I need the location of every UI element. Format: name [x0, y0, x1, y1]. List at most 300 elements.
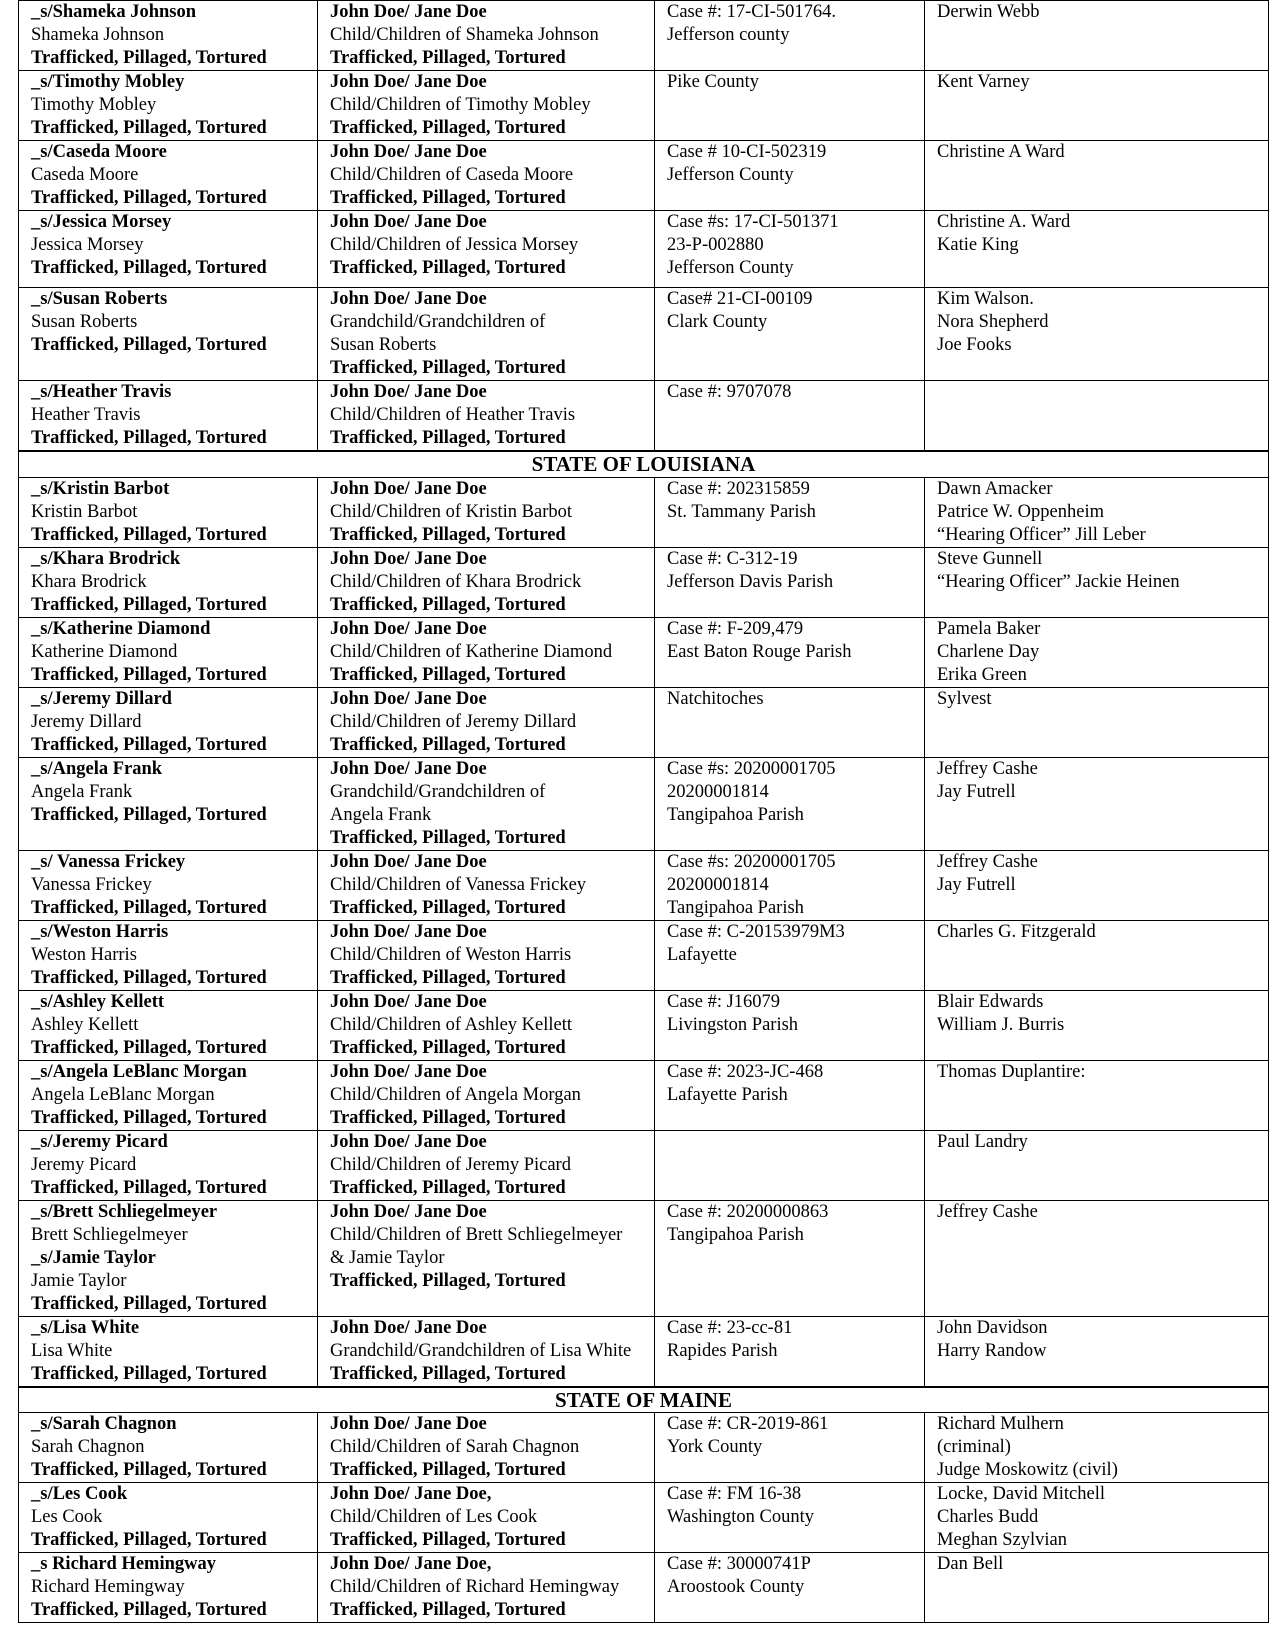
case-cell — [655, 71, 925, 141]
child-line: John Doe/ Jane Doe — [330, 1201, 487, 1222]
child-line: Child/Children of Les Cook — [330, 1507, 538, 1527]
official-cell — [925, 990, 1269, 1060]
signatory-cell — [19, 1060, 318, 1130]
case-cell — [655, 381, 925, 452]
official-line: Christine A Ward — [937, 142, 1065, 162]
official-line: Pamela Baker — [937, 618, 1041, 639]
signatory-line: _s/Heather Travis — [31, 382, 172, 402]
child-line: Trafficked, Pillaged, Tortured — [330, 1177, 566, 1198]
signatory-line: Timothy Mobley — [31, 95, 157, 115]
case-row — [19, 1316, 1269, 1387]
official-line: Jay Futrell — [937, 874, 1016, 895]
official-cell — [925, 381, 1269, 452]
case-row — [19, 141, 1269, 211]
case-line: Clark County — [667, 312, 768, 332]
child-line: John Doe/ Jane Doe — [330, 921, 487, 942]
signatory-cell — [19, 288, 318, 381]
signatory-cell — [19, 1200, 318, 1316]
case-table — [18, 0, 1269, 1623]
child-line: Trafficked, Pillaged, Tortured — [330, 664, 566, 685]
official-cell — [925, 1060, 1269, 1130]
case-row — [19, 1130, 1269, 1200]
official-cell — [925, 687, 1269, 757]
child-cell — [318, 1483, 655, 1553]
child-line: Child/Children of Caseda Moore — [330, 165, 574, 185]
case-line: 23-P-002880 — [667, 235, 764, 255]
signatory-cell — [19, 477, 318, 547]
case-row — [19, 288, 1269, 381]
case-row — [19, 687, 1269, 757]
child-line: Child/Children of Shameka Johnson — [330, 25, 599, 45]
case-cell — [655, 1060, 925, 1130]
signatory-line: Trafficked, Pillaged, Tortured — [31, 664, 267, 685]
state-heading: STATE OF LOUISIANA — [19, 451, 1269, 477]
official-line: “Hearing Officer” Jill Leber — [937, 524, 1146, 545]
official-line: Richard Mulhern — [937, 1414, 1064, 1434]
signatory-line: _s/Les Cook — [31, 1484, 128, 1504]
official-cell — [925, 1483, 1269, 1553]
case-cell — [655, 617, 925, 687]
official-cell — [925, 141, 1269, 211]
child-line: Child/Children of Katherine Diamond — [330, 641, 613, 662]
signatory-line: Trafficked, Pillaged, Tortured — [31, 524, 267, 545]
case-line: Lafayette Parish — [667, 1084, 788, 1105]
case-cell — [655, 1483, 925, 1553]
child-line: Grandchild/Grandchildren of — [330, 781, 546, 802]
case-line: Jefferson county — [667, 25, 790, 45]
case-cell — [655, 547, 925, 617]
case-cell — [655, 141, 925, 211]
case-row — [19, 547, 1269, 617]
child-line: Trafficked, Pillaged, Tortured — [330, 734, 566, 755]
case-cell — [655, 1316, 925, 1387]
case-row — [19, 920, 1269, 990]
child-line: Child/Children of Heather Travis — [330, 405, 576, 425]
child-line: Trafficked, Pillaged, Tortured — [330, 1037, 566, 1058]
child-cell — [318, 211, 655, 288]
signatory-line: _s/ Vanessa Frickey — [31, 851, 186, 872]
case-row — [19, 1553, 1269, 1623]
signatory-cell — [19, 1130, 318, 1200]
child-cell — [318, 850, 655, 920]
case-row — [19, 1483, 1269, 1553]
official-line: Charlene Day — [937, 641, 1040, 662]
signatory-line: Trafficked, Pillaged, Tortured — [31, 1530, 267, 1550]
official-line: Dan Bell — [937, 1554, 1004, 1574]
case-line: Case #s: 17-CI-501371 — [667, 212, 839, 232]
case-row — [19, 1413, 1269, 1483]
signatory-line: _s/Angela LeBlanc Morgan — [31, 1061, 247, 1082]
signatory-line: _s Richard Hemingway — [31, 1554, 216, 1574]
official-line: Jeffrey Cashe — [937, 758, 1038, 779]
case-cell — [655, 990, 925, 1060]
case-cell — [655, 1553, 925, 1623]
official-cell — [925, 1413, 1269, 1483]
child-line: John Doe/ Jane Doe, — [330, 1554, 492, 1574]
child-cell — [318, 71, 655, 141]
child-line: Child/Children of Vanessa Frickey — [330, 874, 587, 895]
signatory-line: Vanessa Frickey — [31, 874, 152, 895]
child-cell — [318, 687, 655, 757]
signatory-line: Trafficked, Pillaged, Tortured — [31, 48, 267, 68]
state-heading-row — [19, 451, 1269, 477]
child-line: Grandchild/Grandchildren of — [330, 312, 546, 332]
case-cell — [655, 288, 925, 381]
signatory-line: _s/Caseda Moore — [31, 142, 167, 162]
case-row — [19, 757, 1269, 850]
child-cell — [318, 288, 655, 381]
official-line: Jeffrey Cashe — [937, 851, 1038, 872]
child-line: Child/Children of Brett Schliegelmeyer — [330, 1224, 623, 1245]
case-line: Case #: CR-2019-861 — [667, 1414, 829, 1434]
official-line: Jay Futrell — [937, 781, 1016, 802]
signatory-line: Trafficked, Pillaged, Tortured — [31, 897, 267, 918]
state-heading: STATE OF MAINE — [19, 1387, 1269, 1413]
child-line: Child/Children of Khara Brodrick — [330, 571, 582, 592]
signatory-line: Trafficked, Pillaged, Tortured — [31, 1460, 267, 1480]
child-line: Child/Children of Angela Morgan — [330, 1084, 581, 1105]
signatory-line: _s/Shameka Johnson — [31, 2, 197, 22]
case-line: Case #: J16079 — [667, 991, 781, 1012]
case-row — [19, 1060, 1269, 1130]
official-cell — [925, 757, 1269, 850]
signatory-line: Trafficked, Pillaged, Tortured — [31, 188, 267, 208]
case-line: East Baton Rouge Parish — [667, 641, 852, 662]
signatory-cell — [19, 547, 318, 617]
case-line: Tangipahoa Parish — [667, 804, 804, 825]
case-line: Case #: 20200000863 — [667, 1201, 829, 1222]
signatory-cell — [19, 1553, 318, 1623]
child-cell — [318, 1553, 655, 1623]
signatory-cell — [19, 850, 318, 920]
official-line: Meghan Szylvian — [937, 1530, 1067, 1550]
official-line: Kent Varney — [937, 72, 1030, 92]
child-cell — [318, 1413, 655, 1483]
signatory-cell — [19, 1, 318, 71]
official-line: John Davidson — [937, 1317, 1048, 1338]
case-line: Case #s: 20200001705 — [667, 851, 836, 872]
signatory-line: Angela LeBlanc Morgan — [31, 1084, 215, 1105]
signatory-line: _s/Lisa White — [31, 1317, 140, 1338]
child-cell — [318, 757, 655, 850]
child-cell — [318, 1130, 655, 1200]
signatory-line: Sarah Chagnon — [31, 1437, 145, 1457]
official-line: Derwin Webb — [937, 2, 1040, 22]
child-line: Trafficked, Pillaged, Tortured — [330, 118, 566, 138]
case-line: 20200001814 — [667, 874, 769, 895]
signatory-cell — [19, 381, 318, 452]
official-line: Nora Shepherd — [937, 312, 1049, 332]
case-line: Case #s: 20200001705 — [667, 758, 836, 779]
child-cell — [318, 381, 655, 452]
child-line: John Doe/ Jane Doe, — [330, 1484, 492, 1504]
case-line: Jefferson County — [667, 165, 794, 185]
signatory-cell — [19, 617, 318, 687]
signatory-line: Jeremy Picard — [31, 1154, 137, 1175]
signatory-line: Trafficked, Pillaged, Tortured — [31, 118, 267, 138]
signatory-line: Ashley Kellett — [31, 1014, 139, 1035]
case-cell — [655, 920, 925, 990]
case-line: Case# 21-CI-00109 — [667, 289, 813, 309]
signatory-cell — [19, 211, 318, 288]
signatory-line: _s/Timothy Mobley — [31, 72, 185, 92]
official-line: Steve Gunnell — [937, 548, 1043, 569]
case-line: Aroostook County — [667, 1577, 805, 1597]
official-line: Dawn Amacker — [937, 478, 1053, 499]
child-line: Child/Children of Timothy Mobley — [330, 95, 591, 115]
signatory-cell — [19, 141, 318, 211]
signatory-line: Trafficked, Pillaged, Tortured — [31, 1363, 267, 1384]
child-cell — [318, 1316, 655, 1387]
official-line: William J. Burris — [937, 1014, 1065, 1035]
official-line: (criminal) — [937, 1437, 1011, 1457]
signatory-line: Trafficked, Pillaged, Tortured — [31, 594, 267, 615]
case-line: St. Tammany Parish — [667, 501, 816, 522]
signatory-line: Shameka Johnson — [31, 25, 165, 45]
child-line: Child/Children of Jeremy Picard — [330, 1154, 571, 1175]
official-line: Blair Edwards — [937, 991, 1044, 1012]
official-line: Joe Fooks — [937, 335, 1012, 355]
child-line: John Doe/ Jane Doe — [330, 478, 487, 499]
signatory-line: _s/Jeremy Dillard — [31, 688, 172, 709]
signatory-line: Weston Harris — [31, 944, 137, 965]
official-cell — [925, 920, 1269, 990]
signatory-line: Trafficked, Pillaged, Tortured — [31, 804, 267, 825]
case-cell — [655, 1, 925, 71]
signatory-cell — [19, 1413, 318, 1483]
signatory-line: Richard Hemingway — [31, 1577, 185, 1597]
case-line: Tangipahoa Parish — [667, 1224, 804, 1245]
child-line: Child/Children of Jessica Morsey — [330, 235, 579, 255]
signatory-line: Trafficked, Pillaged, Tortured — [31, 428, 267, 448]
child-line: John Doe/ Jane Doe — [330, 212, 487, 232]
signatory-line: _s/Khara Brodrick — [31, 548, 181, 569]
child-line: John Doe/ Jane Doe — [330, 1061, 487, 1082]
signatory-line: Trafficked, Pillaged, Tortured — [31, 335, 267, 355]
child-line: Trafficked, Pillaged, Tortured — [330, 827, 566, 848]
child-line: Grandchild/Grandchildren of Lisa White — [330, 1340, 632, 1361]
case-line: Case # 10-CI-502319 — [667, 142, 827, 162]
signatory-line: _s/Angela Frank — [31, 758, 163, 779]
child-line: Trafficked, Pillaged, Tortured — [330, 1530, 566, 1550]
official-line: Locke, David Mitchell — [937, 1484, 1105, 1504]
signatory-line: _s/Jeremy Picard — [31, 1131, 168, 1152]
child-line: John Doe/ Jane Doe — [330, 688, 487, 709]
child-line: Trafficked, Pillaged, Tortured — [330, 594, 566, 615]
case-row — [19, 990, 1269, 1060]
child-line: John Doe/ Jane Doe — [330, 618, 487, 639]
child-line: John Doe/ Jane Doe — [330, 2, 487, 22]
signatory-cell — [19, 1316, 318, 1387]
signatory-line: _s/Jessica Morsey — [31, 212, 172, 232]
case-line: Washington County — [667, 1507, 815, 1527]
signatory-cell — [19, 71, 318, 141]
signatory-line: Susan Roberts — [31, 312, 138, 332]
case-line: Rapides Parish — [667, 1340, 778, 1361]
case-row — [19, 1200, 1269, 1316]
signatory-cell — [19, 990, 318, 1060]
case-cell — [655, 757, 925, 850]
child-line: Trafficked, Pillaged, Tortured — [330, 48, 566, 68]
case-line: Case #: 17-CI-501764. — [667, 2, 837, 22]
case-line: Case #: 23-cc-81 — [667, 1317, 793, 1338]
official-cell — [925, 617, 1269, 687]
signatory-line: Trafficked, Pillaged, Tortured — [31, 1293, 267, 1314]
case-line: Case #: 30000741P — [667, 1554, 811, 1574]
signatory-line: Trafficked, Pillaged, Tortured — [31, 1600, 267, 1620]
signatory-line: Trafficked, Pillaged, Tortured — [31, 734, 267, 755]
official-line: Kim Walson. — [937, 289, 1034, 309]
case-table-body — [19, 1, 1269, 1623]
child-line: John Doe/ Jane Doe — [330, 72, 487, 92]
state-heading-row — [19, 1387, 1269, 1413]
signatory-line: Heather Travis — [31, 405, 141, 425]
child-line: Trafficked, Pillaged, Tortured — [330, 1107, 566, 1128]
official-cell — [925, 1316, 1269, 1387]
case-line: Jefferson Davis Parish — [667, 571, 834, 592]
case-line: Livingston Parish — [667, 1014, 799, 1035]
child-line: Susan Roberts — [330, 335, 437, 355]
child-line: Trafficked, Pillaged, Tortured — [330, 188, 566, 208]
signatory-line: _s/Katherine Diamond — [31, 618, 211, 639]
case-line: Jefferson County — [667, 258, 794, 278]
case-row — [19, 381, 1269, 452]
child-line: Trafficked, Pillaged, Tortured — [330, 1600, 566, 1620]
child-line: John Doe/ Jane Doe — [330, 758, 487, 779]
child-line: John Doe/ Jane Doe — [330, 142, 487, 162]
case-row — [19, 71, 1269, 141]
child-cell — [318, 547, 655, 617]
official-line: Harry Randow — [937, 1340, 1047, 1361]
child-line: Trafficked, Pillaged, Tortured — [330, 358, 566, 378]
official-cell — [925, 547, 1269, 617]
case-cell — [655, 211, 925, 288]
case-cell — [655, 850, 925, 920]
case-line: Natchitoches — [667, 688, 764, 709]
child-cell — [318, 920, 655, 990]
child-cell — [318, 990, 655, 1060]
case-line: Tangipahoa Parish — [667, 897, 804, 918]
child-line: Child/Children of Weston Harris — [330, 944, 572, 965]
child-line: John Doe/ Jane Doe — [330, 548, 487, 569]
official-line: Katie King — [937, 235, 1019, 255]
child-line: Trafficked, Pillaged, Tortured — [330, 967, 566, 988]
child-line: John Doe/ Jane Doe — [330, 1414, 487, 1434]
case-line: Case #: 2023-JC-468 — [667, 1061, 824, 1082]
signatory-cell — [19, 687, 318, 757]
signatory-line: _s/Jamie Taylor — [31, 1247, 156, 1268]
official-line: Patrice W. Oppenheim — [937, 501, 1104, 522]
child-cell — [318, 1200, 655, 1316]
child-line: Trafficked, Pillaged, Tortured — [330, 524, 566, 545]
signatory-line: _s/Kristin Barbot — [31, 478, 170, 499]
signatory-line: Trafficked, Pillaged, Tortured — [31, 1037, 267, 1058]
signatory-line: Khara Brodrick — [31, 571, 147, 592]
official-cell — [925, 1, 1269, 71]
case-line: Pike County — [667, 72, 759, 92]
official-cell — [925, 1553, 1269, 1623]
case-line: York County — [667, 1437, 763, 1457]
official-cell — [925, 477, 1269, 547]
signatory-line: Trafficked, Pillaged, Tortured — [31, 1177, 267, 1198]
signatory-line: Trafficked, Pillaged, Tortured — [31, 1107, 267, 1128]
child-line: & Jamie Taylor — [330, 1247, 445, 1268]
child-line: John Doe/ Jane Doe — [330, 991, 487, 1012]
signatory-line: Trafficked, Pillaged, Tortured — [31, 258, 267, 278]
child-line: Child/Children of Richard Hemingway — [330, 1577, 620, 1597]
official-line: “Hearing Officer” Jackie Heinen — [937, 571, 1180, 592]
signatory-line: Jamie Taylor — [31, 1270, 127, 1291]
child-line: John Doe/ Jane Doe — [330, 289, 487, 309]
signatory-line: Brett Schliegelmeyer — [31, 1224, 188, 1245]
case-cell — [655, 1200, 925, 1316]
child-cell — [318, 1060, 655, 1130]
official-line: Charles Budd — [937, 1507, 1039, 1527]
signatory-cell — [19, 757, 318, 850]
official-line: Paul Landry — [937, 1131, 1028, 1152]
child-line: Child/Children of Ashley Kellett — [330, 1014, 573, 1035]
child-cell — [318, 617, 655, 687]
official-line: Judge Moskowitz (civil) — [937, 1460, 1118, 1480]
signatory-cell — [19, 1483, 318, 1553]
case-line: Case #: 9707078 — [667, 382, 792, 402]
signatory-line: Jeremy Dillard — [31, 711, 142, 732]
official-cell — [925, 288, 1269, 381]
signatory-line: Angela Frank — [31, 781, 133, 802]
official-line: Christine A. Ward — [937, 212, 1071, 232]
child-cell — [318, 1, 655, 71]
signatory-line: Caseda Moore — [31, 165, 139, 185]
child-line: Trafficked, Pillaged, Tortured — [330, 1270, 566, 1291]
child-line: Child/Children of Sarah Chagnon — [330, 1437, 580, 1457]
child-line: John Doe/ Jane Doe — [330, 851, 487, 872]
child-line: Trafficked, Pillaged, Tortured — [330, 258, 566, 278]
signatory-line: _s/Sarah Chagnon — [31, 1414, 177, 1434]
child-line: Angela Frank — [330, 804, 432, 825]
signatory-line: _s/Brett Schliegelmeyer — [31, 1201, 218, 1222]
official-cell — [925, 211, 1269, 288]
case-row — [19, 617, 1269, 687]
case-row — [19, 1, 1269, 71]
official-cell — [925, 71, 1269, 141]
official-line: Sylvest — [937, 688, 992, 709]
signatory-line: _s/Ashley Kellett — [31, 991, 165, 1012]
case-line: Case #: FM 16-38 — [667, 1484, 802, 1504]
case-line: Case #: F-209,479 — [667, 618, 804, 639]
signatory-line: _s/Susan Roberts — [31, 289, 168, 309]
case-cell — [655, 1413, 925, 1483]
official-cell — [925, 850, 1269, 920]
child-line: John Doe/ Jane Doe — [330, 382, 487, 402]
official-cell — [925, 1200, 1269, 1316]
case-line: Case #: C-312-19 — [667, 548, 798, 569]
official-cell — [925, 1130, 1269, 1200]
signatory-cell — [19, 920, 318, 990]
official-line: Jeffrey Cashe — [937, 1201, 1038, 1222]
child-line: John Doe/ Jane Doe — [330, 1317, 487, 1338]
case-line: Lafayette — [667, 944, 737, 965]
child-line: Child/Children of Jeremy Dillard — [330, 711, 577, 732]
case-line: Case #: C-20153979M3 — [667, 921, 845, 942]
signatory-line: Kristin Barbot — [31, 501, 138, 522]
case-row — [19, 477, 1269, 547]
child-line: Trafficked, Pillaged, Tortured — [330, 428, 566, 448]
official-line: Charles G. Fitzgerald — [937, 921, 1096, 942]
case-row — [19, 211, 1269, 288]
case-row — [19, 850, 1269, 920]
case-cell — [655, 1130, 925, 1200]
official-line: Erika Green — [937, 664, 1027, 685]
